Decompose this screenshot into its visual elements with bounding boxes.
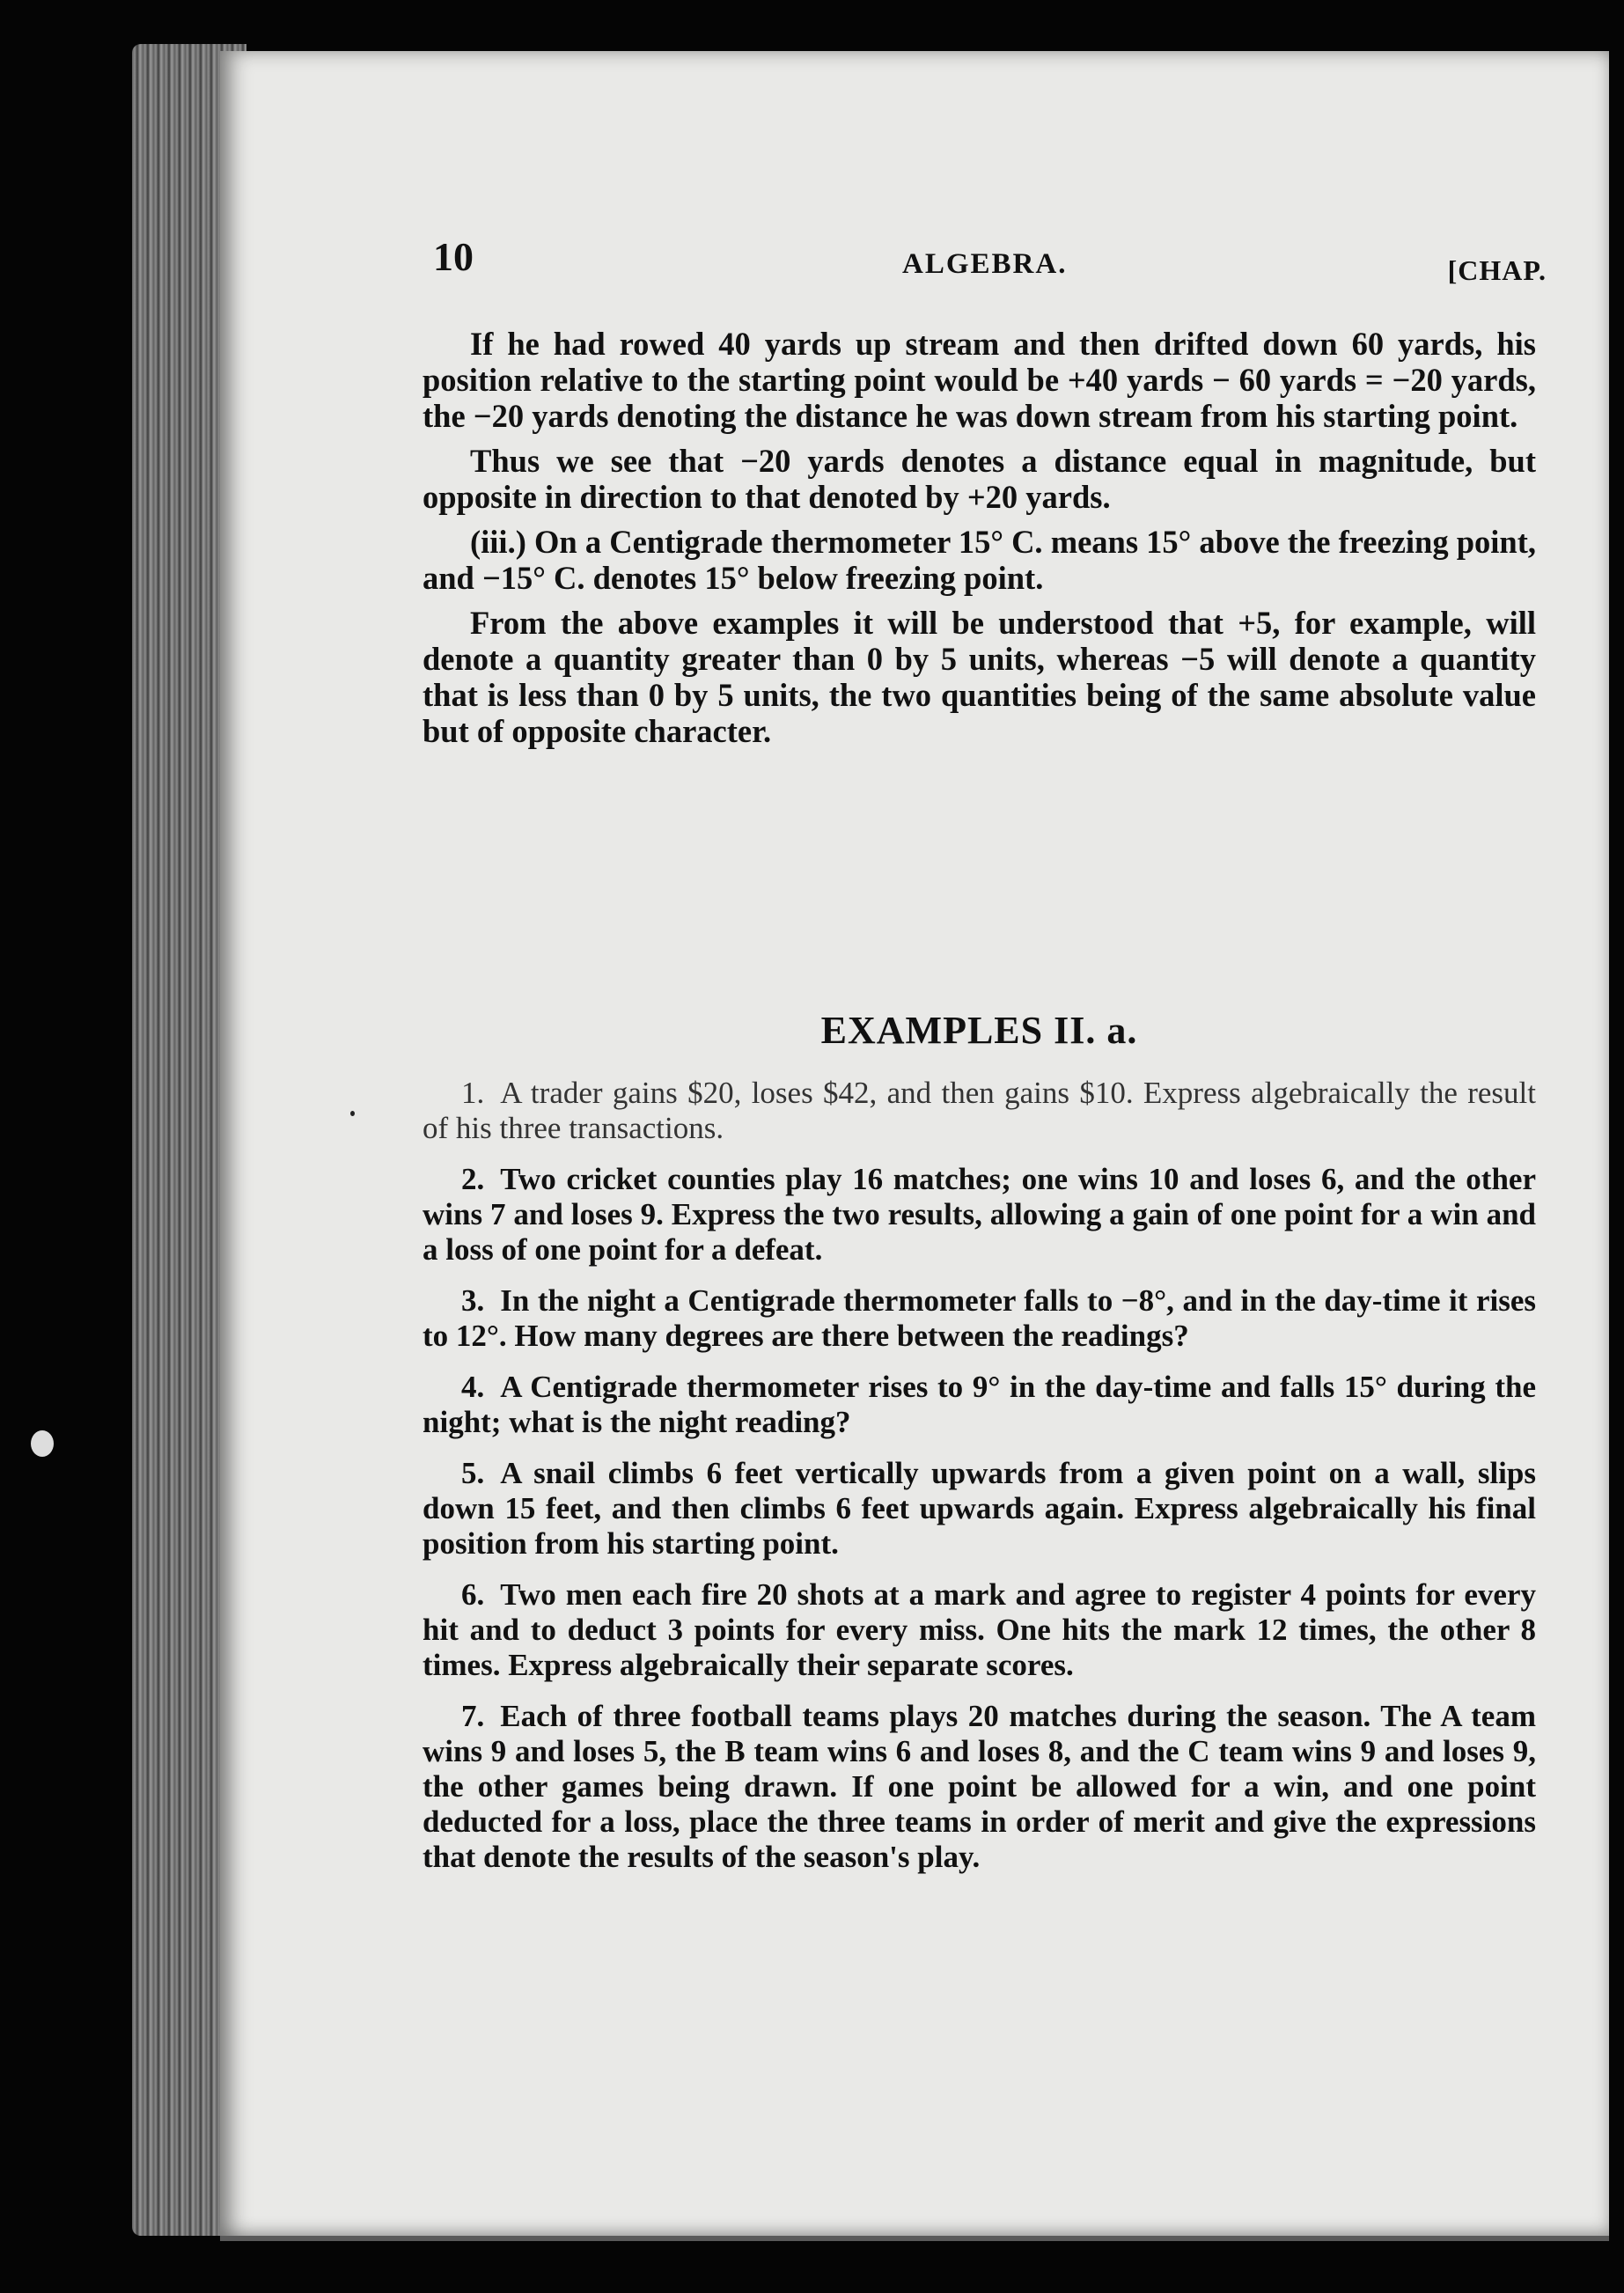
- intro-paragraph: (iii.) On a Centigrade thermometer 15° C. means 15° above the freezing point, and −15° C. denotes 15° below freezing point.: [423, 524, 1536, 596]
- example-number: 1.: [461, 1076, 485, 1110]
- running-title: ALGEBRA.: [902, 248, 1068, 280]
- example-text: Two men each fire 20 shots at a mark and agree to register 4 points for every hit and to deduct 3 points for every miss. One hits the mark 12 times, the other 8 times. Express algebraically their separate scores.: [423, 1577, 1536, 1682]
- page-bottom-edge: [220, 2236, 1609, 2241]
- running-head: [433, 233, 1547, 286]
- intro-paragraph: Thus we see that −20 yards denotes a distance equal in magnitude, but opposite in direction to that denoted by +20 yards.: [423, 443, 1536, 515]
- chapter-marker: [CHAP.: [1447, 254, 1547, 286]
- example-item: [423, 1076, 1536, 1146]
- examples-list: [423, 1076, 1536, 1891]
- example-text: In the night a Centigrade thermometer falls to −8°, and in the day-time it rises to 12°. How many degrees are there between the readings?: [423, 1283, 1536, 1353]
- example-number: 3.: [461, 1283, 485, 1318]
- example-number: 5.: [461, 1456, 485, 1490]
- example-item: [423, 1162, 1536, 1268]
- example-text: Each of three football teams plays 20 matches during the season. The A team wins 9 and loses 5, the B team wins 6 and loses 8, and the C team wins 9 and loses 9, the other games being drawn. If one point be allowed for a win, and one point deducted for a loss, place the three teams in order of merit and give the expressions that denote the results of the season's play.: [423, 1699, 1536, 1874]
- example-item: [423, 1577, 1536, 1683]
- example-number: 6.: [461, 1577, 485, 1612]
- intro-paragraph: From the above examples it will be understood that +5, for example, will denote a quantity greater than 0 by 5 units, whereas −5 will denote a quantity that is less than 0 by 5 units, the two quantities being of the same absolute value but of opposite character.: [423, 605, 1536, 749]
- example-text: A trader gains $20, loses $42, and then gains $10. Express algebraically the result of his three transactions.: [423, 1076, 1536, 1145]
- intro-text: [423, 326, 1536, 758]
- example-number: 7.: [461, 1699, 485, 1733]
- example-item: [423, 1370, 1536, 1440]
- scan-speck: [350, 1111, 355, 1116]
- example-number: 4.: [461, 1370, 485, 1404]
- section-heading: EXAMPLES II. a.: [820, 1009, 1138, 1052]
- example-number: 2.: [461, 1162, 485, 1196]
- example-text: A Centigrade thermometer rises to 9° in the day-time and falls 15° during the night; what is the night reading?: [423, 1370, 1536, 1439]
- example-item: [423, 1456, 1536, 1562]
- example-item: [423, 1699, 1536, 1875]
- intro-paragraph: If he had rowed 40 yards up stream and then drifted down 60 yards, his position relative to the starting point would be +40 yards − 60 yards = −20 yards, the −20 yards denoting the distance he was down stream from his starting point.: [423, 326, 1536, 434]
- scan-speck: [31, 1430, 54, 1457]
- example-text: Two cricket counties play 16 matches; one wins 10 and loses 6, and the other wins 7 and loses 9. Express the two results, allowing a gain of one point for a win and a loss of one point for a defeat.: [423, 1162, 1536, 1267]
- page-number: 10: [433, 234, 474, 279]
- example-item: [423, 1283, 1536, 1354]
- example-text: A snail climbs 6 feet vertically upwards from a given point on a wall, slips down 15 feet, and then climbs 6 feet upwards again. Express algebraically his final position from his starting point.: [423, 1456, 1536, 1561]
